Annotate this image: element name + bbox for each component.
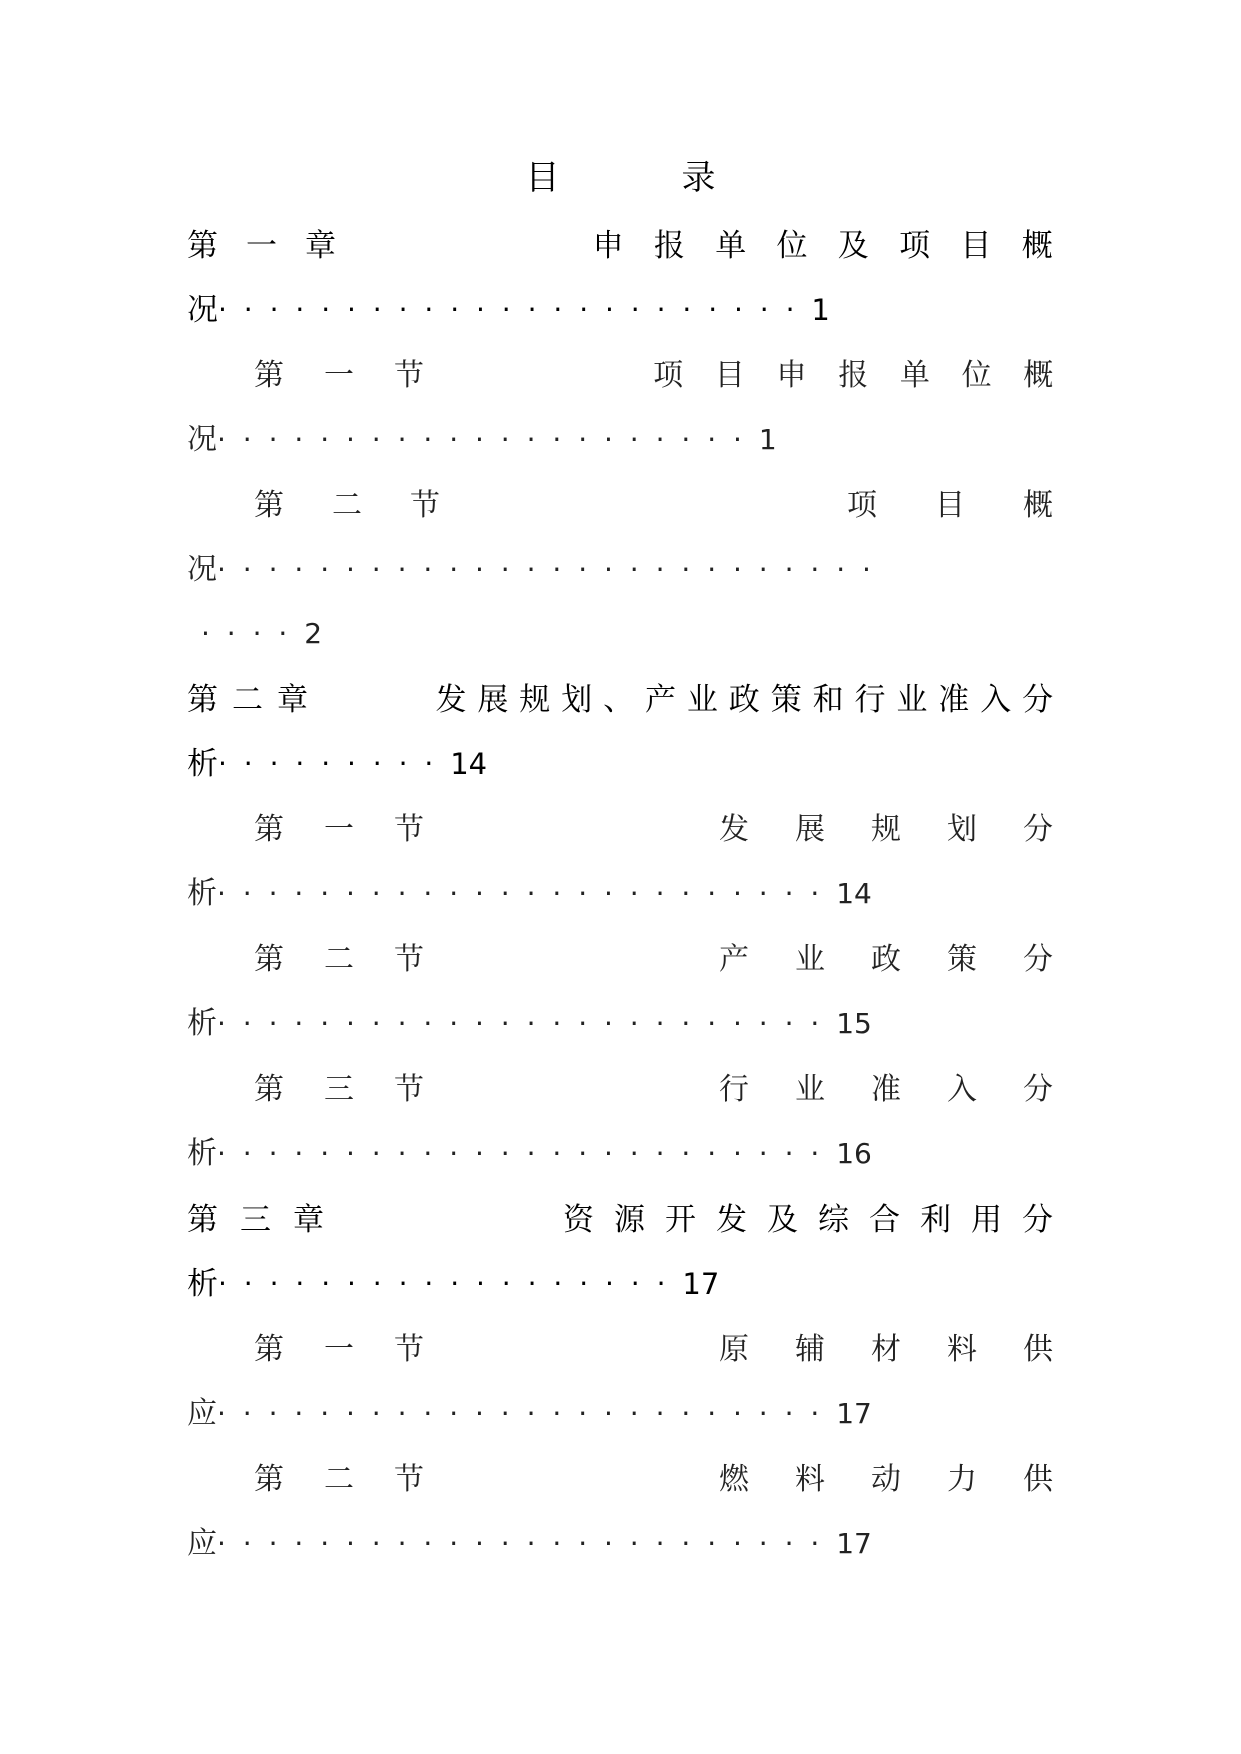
page-number: 14: [450, 747, 488, 781]
section-name-tail: 应: [187, 1526, 217, 1561]
toc-section-2-2[interactable]: [254, 940, 1099, 980]
toc-section-3-1-cont[interactable]: [187, 1394, 1053, 1434]
dot-leader: ·····················: [217, 423, 759, 456]
toc-section-1-2[interactable]: [254, 486, 1111, 526]
dot-leader: ························: [217, 1397, 837, 1430]
chapter-label: 第三章: [187, 1202, 346, 1238]
toc-chapter-3-cont[interactable]: [187, 1264, 1053, 1304]
toc-section-2-3-cont[interactable]: [187, 1134, 1053, 1174]
toc-section-3-2[interactable]: [254, 1460, 1099, 1500]
toc-section-3-1[interactable]: [254, 1330, 1099, 1370]
section-label: 第三节: [254, 1072, 464, 1107]
section-label: 第二节: [254, 1462, 464, 1497]
page-number: 1: [758, 423, 777, 456]
toc-section-2-1-cont[interactable]: [187, 874, 1053, 914]
toc-section-2-2-cont[interactable]: [187, 1004, 1053, 1044]
dot-leader: ··························: [217, 553, 888, 586]
page-number: 15: [836, 1007, 872, 1040]
dot-leader: ························: [217, 877, 837, 910]
toc-section-2-3[interactable]: [254, 1070, 1099, 1110]
chapter-name-tail: 析: [187, 1266, 218, 1302]
page-number: 17: [682, 1267, 720, 1301]
dot-leader: ························: [217, 1527, 837, 1560]
toc-section-1-2-cont[interactable]: [187, 550, 1053, 590]
section-label: 第二节: [254, 942, 464, 977]
section-name-tail: 析: [187, 876, 217, 911]
chapter-name: 资源开发及综合利用分: [563, 1202, 1073, 1238]
dot-leader: ··················: [218, 1267, 683, 1300]
section-name: 产业政策分: [719, 942, 1099, 977]
section-name-tail: 析: [187, 1136, 217, 1171]
chapter-label-text: 第一章: [187, 228, 364, 264]
toc-section-1-2-cont2[interactable]: [187, 614, 1053, 654]
chapter-label: [187, 226, 364, 266]
section-name: 原辅材料供: [719, 1332, 1099, 1367]
section-name-tail: 应: [187, 1396, 217, 1431]
dot-leader: ························: [217, 1137, 837, 1170]
dot-leader: ························: [217, 1007, 837, 1040]
chapter-name-tail: 况: [187, 292, 218, 328]
toc-chapter-3[interactable]: [187, 1200, 1073, 1240]
dot-leader: ·········: [218, 747, 451, 780]
section-label: 第一节: [254, 358, 464, 393]
section-name: 发展规划分: [719, 812, 1099, 847]
section-name: 项目申报单位概: [653, 358, 1085, 393]
toc-section-3-2-cont[interactable]: [187, 1524, 1053, 1564]
chapter-name: 申报单位及项目概: [592, 228, 1083, 264]
page-number: 17: [836, 1397, 872, 1430]
toc-section-2-1[interactable]: [254, 810, 1099, 850]
toc-chapter-2[interactable]: [187, 680, 1064, 720]
chapter-name: 发展规划、产业政策和行业准入分: [435, 682, 1064, 718]
dot-leader: ·······················: [218, 293, 812, 326]
toc-title: 目 录: [525, 158, 760, 198]
section-name: 项目概: [847, 488, 1111, 523]
toc-chapter-1-cont[interactable]: [187, 290, 1053, 330]
toc-section-1-1-cont[interactable]: [187, 420, 1053, 460]
section-name: 行业准入分: [719, 1072, 1099, 1107]
section-label: 第一节: [254, 1332, 464, 1367]
section-label: 第一节: [254, 812, 464, 847]
toc-chapter-2-cont[interactable]: [187, 744, 1053, 784]
section-label: 第二节: [254, 488, 488, 523]
page-number: 2: [304, 617, 323, 650]
section-name-tail: 况: [187, 422, 217, 457]
page-number: 17: [836, 1527, 872, 1560]
chapter-name-tail: 析: [187, 746, 218, 782]
section-name: 燃料动力供: [719, 1462, 1099, 1497]
dot-leader: ····: [201, 617, 305, 650]
page-number: 14: [836, 877, 872, 910]
section-name-tail: 况: [187, 552, 217, 587]
toc-chapter-1[interactable]: [187, 226, 1083, 266]
toc-section-1-1[interactable]: [254, 356, 1085, 396]
chapter-label: 第二章: [187, 682, 322, 718]
section-name-tail: 析: [187, 1006, 217, 1041]
page-number: 1: [811, 293, 830, 327]
page-number: 16: [836, 1137, 872, 1170]
